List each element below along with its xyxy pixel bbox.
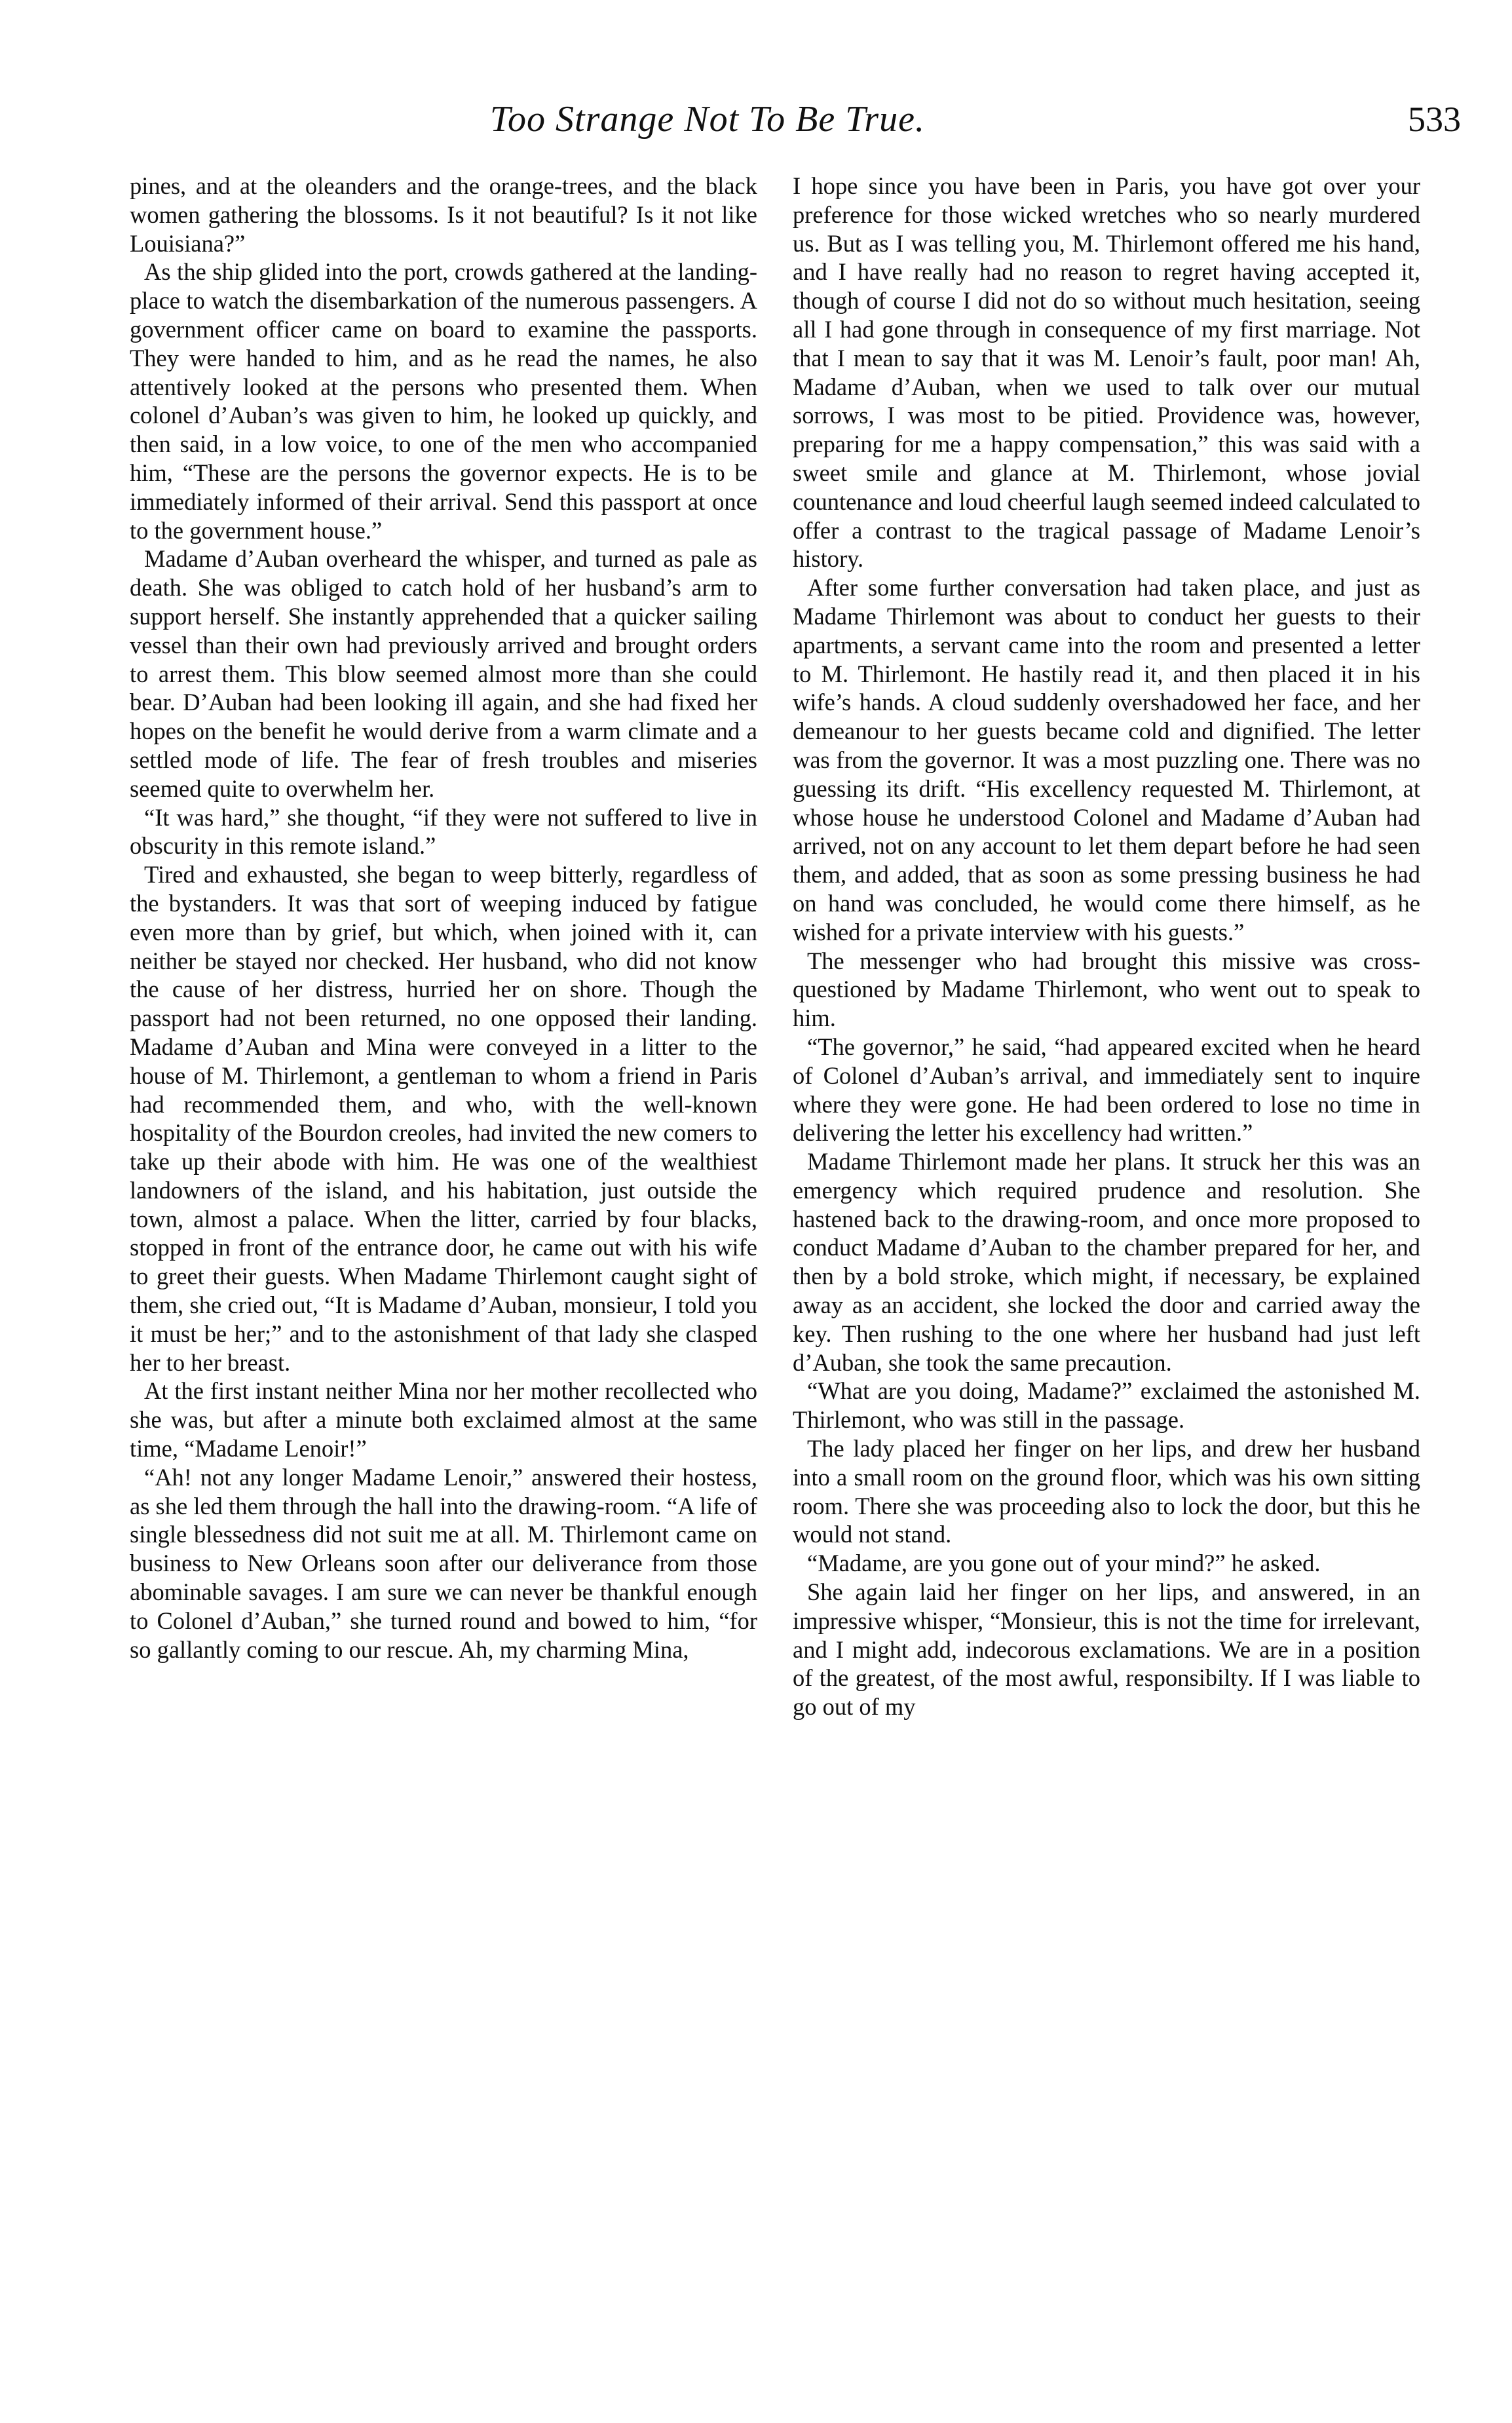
paragraph: Madame d’Auban overheard the whisper, and turned as pale as death. She was obliged to catch hold of her husband’s arm to support herself. She instantly apprehended that a quicker sailing vessel than their own had previously arrived and brought orders to arrest them. This blow seemed almost more than she could bear. D’Auban had been looking ill again, and she had fixed her hopes on the benefit he would derive from a warm climate and a settled mode of life. The fear of fresh troubles and miseries seemed quite to overwhelm her. [130, 545, 757, 802]
page-number: 533 [1408, 100, 1461, 139]
paragraph: “The governor,” he said, “had appeared excited when he heard of Colonel d’Auban’s arrival, and immediately sent to inquire where they were gone. He had been ordered to lose no time in delivering the letter his excellency had written.” [793, 1033, 1420, 1147]
paragraph: As the ship glided into the port, crowds gathered at the landing-place to watch the disembarkation of the numerous passengers. A government officer came on board to examine the passports. They were handed to him, and as he read the names, he also attentively looked at the persons who presented them. When colonel d’Auban’s was given to him, he looked up quickly, and then said, in a low voice, to one of the men who accompanied him, “These are the persons the governor expects. He is to be immediately informed of their arrival. Send this passport at once to the government house.” [130, 258, 757, 544]
running-title: Too Strange Not To Be True. [490, 99, 925, 140]
right-column [793, 172, 1420, 2308]
left-column [130, 172, 757, 2308]
paragraph: After some further conversation had taken place, and just as Madame Thirlemont was about to conduct her guests to their apartments, a servant came into the room and presented a letter to M. Thirlemont. He hastily read it, and then placed it in his wife’s hands. A cloud suddenly overshadowed her face, and her demeanour to her guests became cold and dignified. The letter was from the governor. It was a most puzzling one. There was no guessing its drift. “His excellency requested M. Thirlemont, at whose house he understood Colonel and Madame d’Auban had arrived, not on any account to let them depart before he had seen them, and added, that as soon as some pressing business he had on hand was concluded, he would come there himself, as he wished for a private interview with his guests.” [793, 574, 1420, 945]
paragraph: “Ah! not any longer Madame Lenoir,” answered their hostess, as she led them through the hall into the drawing-room. “A life of single blessedness did not suit me at all. M. Thirlemont came on business to New Orleans soon after our deliverance from those abominable savages. I am sure we can never be thankful enough to Colonel d’Auban,” she turned round and bowed to him, “for so gallantly coming to our rescue. Ah, my charming Mina, [130, 1463, 757, 1663]
paragraph: “It was hard,” she thought, “if they were not suffered to live in obscurity in this remote island.” [130, 803, 757, 860]
paragraph: “What are you doing, Madame?” exclaimed the astonished M. Thirlemont, who was still in the passage. [793, 1377, 1420, 1434]
paragraph: I hope since you have been in Paris, you have got over your preference for those wicked wretches who so nearly murdered us. But as I was telling you, M. Thirlemont offered me his hand, and I have really had no reason to regret having accepted it, though of course I did not do so without much hesitation, seeing all I had gone through in consequence of my first marriage. Not that I mean to say that it was M. Lenoir’s fault, poor man! Ah, Madame d’Auban, when we used to talk over our mutual sorrows, I was most to be pitied. Providence was, however, preparing for me a happy compensation,” this was said with a sweet smile and glance at M. Thirlemont, whose jovial countenance and loud cheerful laugh seemed indeed calculated to offer a contrast to the tragical passage of Madame Lenoir’s history. [793, 172, 1420, 573]
paragraph: The lady placed her finger on her lips, and drew her husband into a small room on the ground floor, which was his own sitting room. There she was proceeding also to lock the door, but this he would not stand. [793, 1435, 1420, 1548]
paragraph: Tired and exhausted, she began to weep bitterly, regardless of the bystanders. It was that sort of weeping induced by fatigue even more than by grief, but which, when joined with it, can neither be stayed nor checked. Her husband, who did not know the cause of her distress, hurried her on shore. Though the passport had not been returned, no one opposed their landing. Madame d’Auban and Mina were conveyed in a litter to the house of M. Thirlemont, a gentleman to whom a friend in Paris had recommended them, and who, with the well-known hospitality of the Bourdon creoles, had invited the new comers to take up their abode with him. He was one of the wealthiest landowners of the island, and his habitation, just outside the town, almost a palace. When the litter, carried by four blacks, stopped in front of the entrance door, he came out with his wife to greet their guests. When Madame Thirlemont caught sight of them, she cried out, “It is Madame d’Auban, monsieur, I told you it must be her;” and to the astonishment of that lady she clasped her to her breast. [130, 861, 757, 1376]
paragraph: “Madame, are you gone out of your mind?” he asked. [807, 1550, 1321, 1577]
paragraph: She again laid her finger on her lips, and answered, in an impressive whisper, “Monsieur, this is not the time for irrelevant, and I might add, indecorous exclamations. We are in a position of the greatest, of the most awful, responsibilty. If I was liable to go out of my [793, 1578, 1420, 1721]
paragraph: At the first instant neither Mina nor her mother recollected who she was, but after a minute both exclaimed almost at the same time, “Madame Lenoir!” [130, 1377, 757, 1462]
paragraph: pines, and at the oleanders and the orange-trees, and the black women gathering the blossoms. Is it not beautiful? Is it not like Louisiana?” [130, 172, 757, 257]
paragraph: The messenger who had brought this missive was cross-questioned by Madame Thirlemont, who went out to speak to him. [793, 947, 1420, 1032]
paragraph: Madame Thirlemont made her plans. It struck her this was an emergency which required prudence and resolution. She hastened back to the drawing-room, and once more proposed to conduct Madame d’Auban to the chamber prepared for her, and then by a bold stroke, which might, if necessary, be explained away as an accident, she locked the door and carried away the key. Then rushing to the one where her husband had just left d’Auban, she took the same precaution. [793, 1148, 1420, 1376]
